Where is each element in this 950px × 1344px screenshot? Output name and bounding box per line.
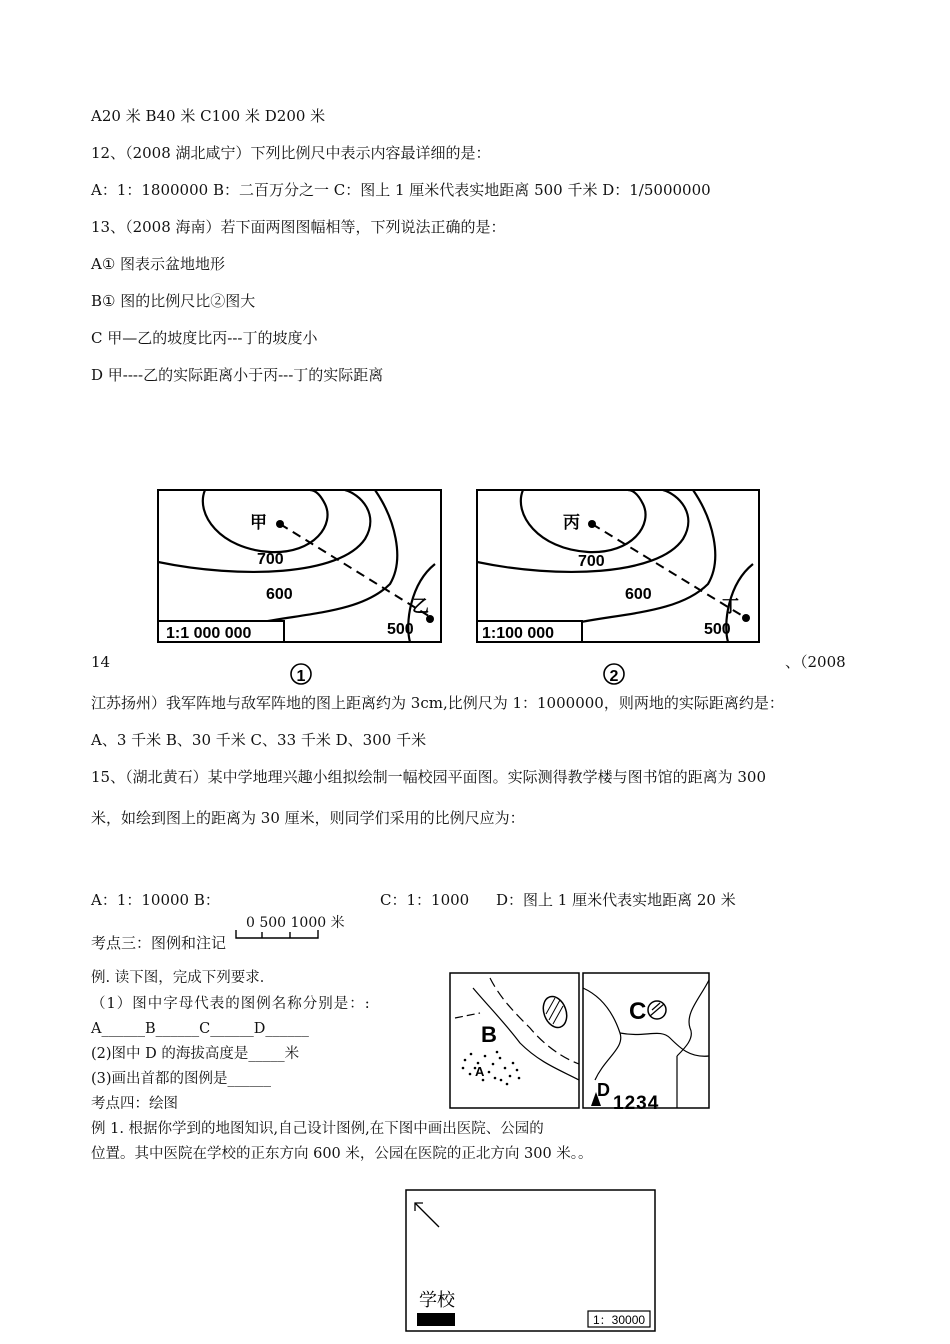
label-jia: 甲 xyxy=(250,513,267,532)
point-ding xyxy=(742,614,750,622)
school-label: 学校 xyxy=(419,1290,455,1310)
map-2-caption xyxy=(0,0,1,1)
q15-stem-2: 米，如绘到图上的距离为 30 厘米，则同学们采用的比例尺应为： xyxy=(91,809,525,827)
legend-letter-d: D xyxy=(597,1080,610,1100)
q11-options: A20 米 B40 米 C100 米 D200 米 xyxy=(91,107,326,125)
q13-stem: 13、（2008 海南）若下面两图图幅相等，下列说法正确的是： xyxy=(91,218,506,236)
q15-option-d: D：图上 1 厘米代表实地距离 20 米 xyxy=(496,891,736,909)
q13-option-d: D 甲----乙的实际距离小于丙---丁的实际距离 xyxy=(91,366,384,384)
label-ding: 丁 xyxy=(722,597,739,616)
label-bing: 丙 xyxy=(563,513,580,532)
legend-letter-a: A xyxy=(475,1064,485,1079)
kp3-question-1-blanks: A______B______C______D______ xyxy=(91,1021,309,1037)
north-arrow-icon xyxy=(415,1203,439,1227)
kp4-instruction-1: 例 1. 根据你学到的地图知识,自己设计图例,在下图中画出医院、公园的 xyxy=(91,1121,544,1137)
map-1-caption xyxy=(0,0,1,1)
drawing-scale: 1：30000 xyxy=(593,1313,646,1327)
legend-letter-b: B xyxy=(481,1022,497,1047)
legend-letter-c: C xyxy=(629,998,647,1025)
contour-500: 500 xyxy=(387,621,414,638)
contour-map-2 xyxy=(468,484,768,689)
q15-option-a: A：1：10000 B： xyxy=(91,891,220,909)
kp3-question-1: （1）图中字母代表的图例名称分别是：: xyxy=(91,996,371,1012)
kp3-title: 考点三：图例和注记 xyxy=(91,934,227,952)
point-jia xyxy=(276,520,284,528)
legend-elevation: 1234 xyxy=(613,1093,660,1112)
q14-number: 14 xyxy=(91,653,111,671)
q12-options: A：1：1800000 B：二百万分之一 C：图上 1 厘米代表实地距离 500 千米 D：1/5000000 xyxy=(91,181,711,199)
q13-option-c: C 甲—乙的坡度比丙---丁的坡度小 xyxy=(91,329,318,347)
label-yi: 乙 xyxy=(412,597,429,616)
q14-stem: 江苏扬州）我军阵地与敌军阵地的图上距离约为 3cm,比例尺为 1：1000000，则两地的实际距离约是： xyxy=(91,694,784,712)
school-symbol xyxy=(417,1313,455,1326)
kp4-title: 考点四：绘图 xyxy=(91,1096,178,1112)
kp3-question-3: (3)画出首都的图例是______ xyxy=(91,1071,272,1087)
point-yi xyxy=(426,615,434,623)
scale-bar-label: 0 500 1000 米 xyxy=(246,915,345,931)
line-scale-bar xyxy=(234,926,324,946)
legend-figure xyxy=(445,968,715,1112)
q13-option-b: B① 图的比例尺比②图大 xyxy=(91,292,256,310)
svg-text:1: 1 xyxy=(296,668,306,685)
scale-label-1: 1:1 000 000 xyxy=(166,625,252,642)
kp3-example: 例. 读下图，完成下列要求． xyxy=(91,970,275,986)
kp3-question-2: (2)图中 D 的海拔高度是_____米 xyxy=(91,1046,300,1062)
q13-option-a: A① 图表示盆地地形 xyxy=(91,255,226,273)
q14-options: A、3 千米 B、30 千米 C、33 千米 D、300 千米 xyxy=(91,731,427,749)
contour-700: 700 xyxy=(578,553,605,570)
kp4-instruction-2: 位置。其中医院在学校的正东方向 600 米，公园在医院的正北方向 300 米。。 xyxy=(91,1146,593,1162)
contour-600: 600 xyxy=(625,586,652,603)
scale-label-2: 1:100 000 xyxy=(482,625,555,642)
q14-tail: 、（2008 xyxy=(785,653,846,671)
contour-600: 600 xyxy=(266,586,293,603)
contour-700: 700 xyxy=(257,551,284,568)
q15-option-c: C：1：1000 xyxy=(380,891,470,909)
point-bing xyxy=(588,520,596,528)
drawing-frame xyxy=(405,1189,657,1334)
contour-500: 500 xyxy=(704,621,731,638)
contour-map-1 xyxy=(150,484,450,689)
svg-text:2: 2 xyxy=(609,668,619,685)
q12-stem: 12、（2008 湖北咸宁）下列比例尺中表示内容最详细的是： xyxy=(91,144,491,162)
q15-stem-1: 15、（湖北黄石）某中学地理兴趣小组拟绘制一幅校园平面图。实际测得教学楼与图书馆的距离为 300 xyxy=(91,768,766,786)
